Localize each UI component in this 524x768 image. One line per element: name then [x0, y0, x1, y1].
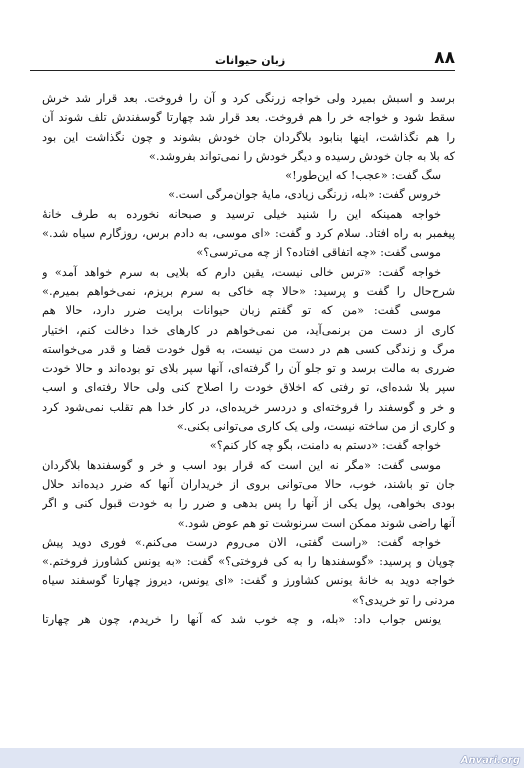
text-line: خواجه گفت: «ترس خالی نیست، یقین دارم که بلایی به سرم خواهد آمد» و: [42, 264, 441, 279]
text-line: و کاری از من ساخته نیست، ولی یک کاری می‌توانی بکنی.»: [176, 419, 455, 434]
footer-bar: [0, 748, 524, 768]
text-line: کاری از دست من برنمی‌آید، من نمی‌خواهم در کارهای خدا دخالت کنم، اختیار: [42, 322, 455, 337]
text-line: موسی گفت: «مگر نه این است که قرار بود اسب و خر و گوسفندها بلاگردان: [42, 457, 441, 472]
text-line: برسد و اسبش بمیرد ولی خواجه زرنگی کرد و آن را فروخت. بعد قرار شد خرش: [42, 91, 455, 105]
text-line: پیغمبر به راه افتاد. سلام کرد و گفت: «ای موسی، به دادم برس، روزگارم سیاه شد.»: [42, 226, 455, 241]
text-line: سقط شود و خواجه خر را هم فروخت. بعد قرار شد چهارتا گوسفندش تلف شوند آن: [42, 110, 455, 125]
text-line: جان تو باشند، خوب، حالا می‌توانی بروی از خریداران آنها که ضرر دیده‌اند حلال: [42, 476, 455, 491]
text-line: آنها راضی شوند ممکن است سرنوشت تو هم عوض شود.»: [177, 515, 455, 530]
text-line: شرح‌حال را گفت و پرسید: «حالا چه خاکی به سرم بریزم، نمی‌خواهم بمیرم.»: [42, 283, 455, 298]
text-line: سپر بلا شده‌ای، تو رفتی که اخلاق خودت را اصلاح کنی ولی حالا رفته‌ای و اسب: [42, 380, 455, 395]
body-text: [42, 89, 455, 629]
text-line: خواجه گفت: «دستم به دامنت، بگو چه کار کنم؟»: [209, 438, 441, 453]
text-line: بودی بخواهی، پول یکی از آنها را پس بدهی و ضرر را به خودت قبول کنی و اگر: [42, 496, 455, 511]
text-line: و خر و گوسفند را فروخته‌ای و دردسر خریده‌ای، در کار خدا هم تقلب نمی‌شود کرد: [42, 399, 455, 414]
text-line: خروس گفت: «بله، زرنگی زیادی، مایهٔ جوان‌مرگی است.»: [168, 187, 441, 202]
text-line: سگ گفت: «عجب! که این‌طور!»: [285, 168, 441, 183]
text-line: که بلا به جان خودش رسیده و دیگر خودش را نمی‌تواند بفروشد.»: [148, 148, 455, 163]
text-line: خواجه گفت: «راست گفتی، الان می‌روم درست می‌کنم.» فوری دوید پیش: [42, 534, 441, 549]
page-number: ۸۸: [434, 48, 455, 68]
text-line: یونس جواب داد: «بله، و چه خوب شد که آنها را خریدم، چون هر چهارتا: [42, 612, 441, 627]
text-line: را هم نگذاشت، اینها بنابود بلاگردان جان خودش بشوند و چون نگذاشت این بود: [42, 129, 455, 144]
watermark-logo: Anvari.org: [460, 755, 520, 766]
text-line: موسی گفت: «چه اتفاقی افتاده؟ از چه می‌ترسی؟»: [196, 245, 441, 260]
text-line: خواجه دوید به خانهٔ یونس کشاورز و گفت: «ای یونس، دیروز چهارتا گوسفند سیاه: [42, 573, 455, 588]
running-title: زبان حیوانات: [215, 54, 286, 67]
text-line: خواجه همینکه این را شنید خیلی ترسید و صبحانه نخورده به طرف خانهٔ: [42, 206, 441, 221]
text-line: ضرری به مالت برسد و تو جلو آن را گرفته‌ای، آنها سپر بلای تو بوده‌اند و حالا خودت: [42, 361, 455, 376]
text-line: موسی گفت: «من که تو گفتم زبان حیوانات برایت ضرر دارد، حالا هم: [42, 303, 441, 318]
text-line: چوپان و پرسید: «گوسفندها را به کی فروختی؟» گفت: «به یونس کشاورز فروختم.»: [42, 554, 455, 569]
text-line: مرگ و زندگی کسی هم در دست من نیست، به قول خودت قضا و قدر می‌خواسته: [42, 341, 455, 356]
header-rule: [30, 70, 455, 71]
page-header: [30, 50, 455, 70]
text-line: مردنی را تو خریدی؟»: [351, 592, 455, 607]
